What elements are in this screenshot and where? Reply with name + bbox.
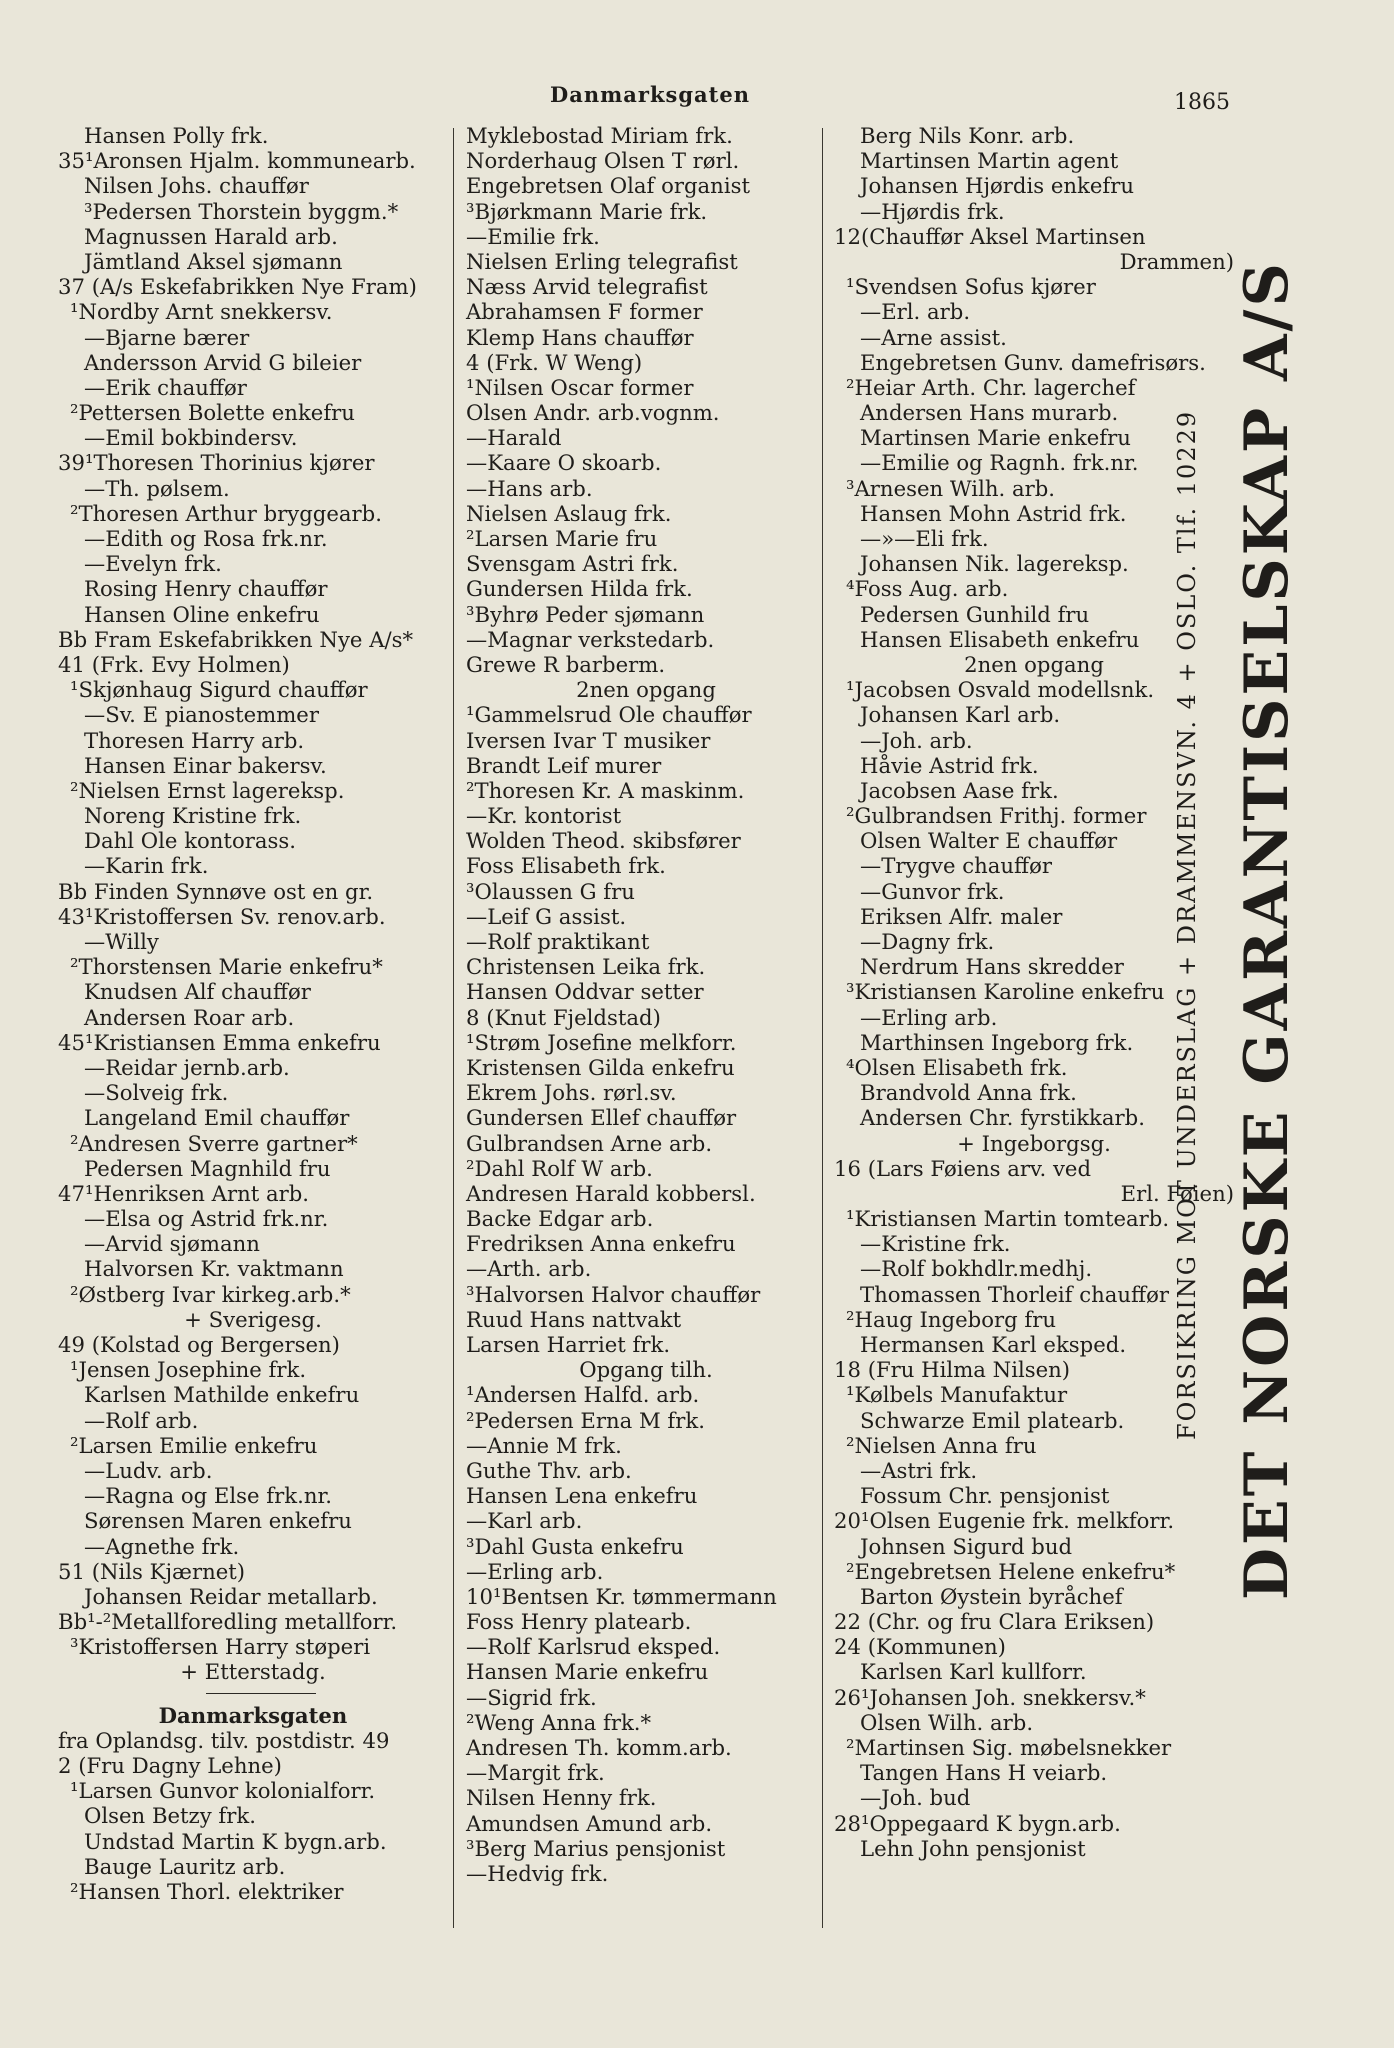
directory-entry: Foss Henry platearb. xyxy=(466,1609,692,1635)
directory-entry: ¹Kristiansen Martin tomtearb. xyxy=(846,1206,1170,1232)
directory-entry: —Erik chauffør xyxy=(84,374,247,400)
advertisement-banner xyxy=(1232,260,1302,1600)
directory-entry: Thoresen Harry arb. xyxy=(84,727,305,753)
directory-entry: 47¹Henriksen Arnt arb. xyxy=(58,1180,310,1206)
directory-entry: Bb¹-²Metallforedling metallforr. xyxy=(58,1609,398,1635)
directory-entry: ²Larsen Marie fru xyxy=(466,526,658,551)
directory-entry: Jacobsen Aase frk. xyxy=(860,777,1059,803)
directory-entry: ³Pedersen Thorstein byggm.* xyxy=(84,198,399,224)
directory-entry: ²Dahl Rolf W arb. xyxy=(466,1155,653,1181)
directory-entry: 8 (Knut Fjeldstad) xyxy=(466,1004,661,1030)
page-title: Danmarksgaten xyxy=(550,82,750,107)
directory-entry: —Astri frk. xyxy=(860,1457,978,1483)
directory-entry: 28¹Oppegaard K bygn.arb. xyxy=(834,1810,1121,1836)
directory-entry: Fossum Chr. pensjonist xyxy=(860,1483,1110,1509)
directory-entry: —Elsa og Astrid frk.nr. xyxy=(84,1206,329,1232)
directory-entry: ¹Nordby Arnt snekkersv. xyxy=(70,299,333,325)
directory-entry: ¹Skjønhaug Sigurd chauffør xyxy=(70,677,368,703)
directory-entry: —Rolf Karlsrud eksped. xyxy=(466,1634,721,1660)
directory-entry: Barton Øystein byråchef xyxy=(860,1583,1123,1609)
directory-entry: Andersen Chr. fyrstikkarb. xyxy=(860,1105,1145,1131)
directory-entry: Engebretsen Gunv. damefrisørs. xyxy=(860,349,1206,375)
directory-entry: Gundersen Hilda frk. xyxy=(466,576,693,602)
directory-entry: —Solveig frk. xyxy=(84,1080,229,1106)
directory-entry: —Erling arb. xyxy=(466,1558,604,1584)
directory-entry: Nerdrum Hans skredder xyxy=(860,954,1124,980)
directory-entry: —Evelyn frk. xyxy=(84,551,222,577)
directory-entry: Christensen Leika frk. xyxy=(466,954,706,980)
directory-entry: Norderhaug Olsen T rørl. xyxy=(466,148,740,174)
directory-entry: ²Andresen Sverre gartner* xyxy=(70,1130,358,1156)
directory-entry: —Emilie og Ragnh. frk.nr. xyxy=(860,450,1139,476)
directory-entry: Hansen Polly frk. xyxy=(84,123,269,148)
directory-entry: Dahl Ole kontorass. xyxy=(84,828,296,854)
directory-entry: ²Haug Ingeborg fru xyxy=(846,1306,1057,1332)
directory-entry: Opgang tilh. xyxy=(579,1357,713,1383)
directory-entry: ¹Strøm Josefine melkforr. xyxy=(466,1029,737,1055)
directory-entry: ²Larsen Emilie enkefru xyxy=(70,1432,318,1458)
directory-entry: Ekrem Johs. rørl.sv. xyxy=(466,1080,677,1106)
directory-entry: Iversen Ivar T musiker xyxy=(466,727,711,753)
directory-entry: ³Berg Marius pensjonist xyxy=(466,1835,726,1861)
directory-entry: —Magnar verkstedarb. xyxy=(466,626,715,652)
directory-entry: 16 (Lars Føiens arv. ved xyxy=(834,1155,1092,1181)
directory-entry: Grewe R barberm. xyxy=(466,651,666,677)
directory-entry: ³Dahl Gusta enkefru xyxy=(466,1533,684,1559)
column-divider xyxy=(453,128,454,1928)
directory-entry: Rosing Henry chauffør xyxy=(84,576,328,602)
directory-entry: Noreng Kristine frk. xyxy=(84,803,302,829)
directory-entry: ²Thoresen Kr. A maskinm. xyxy=(466,777,745,803)
directory-entry: 10¹Bentsen Kr. tømmermann xyxy=(466,1583,777,1609)
directory-entry: ²Nielsen Ernst lagereksp. xyxy=(70,777,345,803)
directory-entry: 37 (A/s Eskefabrikken Nye Fram) xyxy=(58,274,417,300)
directory-entry: ²Weng Anna frk.* xyxy=(466,1709,652,1735)
directory-entry: 41 (Frk. Evy Holmen) xyxy=(58,651,290,677)
directory-entry: Eriksen Alfr. maler xyxy=(860,903,1063,929)
directory-entry: Erl. Føien) xyxy=(1120,1180,1234,1206)
directory-entry: Bauge Lauritz arb. xyxy=(84,1853,286,1879)
directory-entry: Olsen Wilh. arb. xyxy=(860,1709,1034,1735)
directory-entry: fra Oplandsg. tilv. postdistr. 49 xyxy=(58,1727,390,1753)
directory-entry: Fredriksen Anna enkefru xyxy=(466,1231,736,1257)
directory-entry: —Joh. arb. xyxy=(860,727,973,753)
directory-entry: —Rolf praktikant xyxy=(466,929,650,954)
directory-entry: + Ingeborgsg. xyxy=(957,1130,1111,1156)
directory-entry: Klemp Hans chauffør xyxy=(466,324,694,350)
directory-entry: ¹Andersen Halfd. arb. xyxy=(466,1382,700,1408)
directory-entry: ¹Svendsen Sofus kjører xyxy=(846,274,1096,300)
directory-entry: —Karin frk. xyxy=(84,853,209,879)
directory-entry: Halvorsen Kr. vaktmann xyxy=(84,1256,344,1282)
directory-entry: —Sigrid frk. xyxy=(466,1684,597,1710)
directory-entry: ¹Nilsen Oscar former xyxy=(466,374,694,400)
directory-entry: 49 (Kolstad og Bergersen) xyxy=(58,1332,340,1357)
directory-entry: Foss Elisabeth frk. xyxy=(466,853,666,879)
section-divider xyxy=(58,1685,448,1703)
directory-entry: Andresen Th. komm.arb. xyxy=(466,1735,732,1760)
directory-entry: —Reidar jernb.arb. xyxy=(84,1054,290,1080)
advertisement-subline: FORSIKRING MOT UNDERSLAG + DRAMMENSVN. 4 + OSLO. Tlf. 10229 xyxy=(1173,409,1201,1440)
directory-entry: —Joh. bud xyxy=(860,1785,971,1811)
directory-entry: Langeland Emil chauffør xyxy=(84,1105,350,1131)
directory-entry: ¹Larsen Gunvor kolonialforr. xyxy=(70,1778,376,1804)
directory-entry: ¹Jensen Josephine frk. xyxy=(70,1357,307,1383)
directory-entry: —Arvid sjømann xyxy=(84,1231,260,1257)
directory-entry: Engebretsen Olaf organist xyxy=(466,173,750,199)
directory-entry: Knudsen Alf chauffør xyxy=(84,979,311,1005)
directory-entry: Johansen Nik. lagereksp. xyxy=(860,551,1129,577)
directory-entry: ³Kristiansen Karoline enkefru xyxy=(846,979,1165,1005)
directory-entry: Nilsen Johs. chauffør xyxy=(84,173,309,199)
directory-entry: —Bjarne bærer xyxy=(84,324,250,350)
directory-entry: ¹Jacobsen Osvald modellsnk. xyxy=(846,677,1155,703)
directory-entry: Hansen Oline enkefru xyxy=(84,601,320,627)
directory-entry: Hermansen Karl eksped. xyxy=(860,1332,1127,1357)
directory-entry: ²Pedersen Erna M frk. xyxy=(466,1407,705,1433)
directory-entry: —Hedvig frk. xyxy=(466,1860,609,1886)
directory-entry: 2nen opgang xyxy=(576,677,716,703)
directory-entry: Hansen Elisabeth enkefru xyxy=(860,626,1140,652)
directory-entry: 43¹Kristoffersen Sv. renov.arb. xyxy=(58,903,386,929)
directory-entry: 18 (Fru Hilma Nilsen) xyxy=(834,1357,1071,1383)
directory-entry: Sørensen Maren enkefru xyxy=(84,1508,352,1534)
directory-entry: ²Pettersen Bolette enkefru xyxy=(70,400,355,426)
directory-column-2 xyxy=(466,123,826,1886)
directory-entry: Tangen Hans H veiarb. xyxy=(860,1760,1108,1786)
directory-entry: Magnussen Harald arb. xyxy=(84,223,338,249)
directory-entry: —»—Eli frk. xyxy=(860,526,989,551)
directory-entry: ²Heiar Arth. Chr. lagerchef xyxy=(846,374,1136,400)
directory-entry: —Emil bokbindersv. xyxy=(84,425,298,451)
directory-entry: Karlsen Karl kullforr. xyxy=(860,1659,1087,1685)
directory-entry: ³Olaussen G fru xyxy=(466,878,635,904)
directory-entry: Håvie Astrid frk. xyxy=(860,752,1039,778)
directory-entry: Danmarksgaten xyxy=(158,1702,348,1728)
directory-entry: Andersen Hans murarb. xyxy=(860,400,1119,426)
directory-entry: —Hans arb. xyxy=(466,475,593,501)
directory-entry: Brandvold Anna frk. xyxy=(860,1080,1077,1106)
directory-entry: Guthe Thv. arb. xyxy=(466,1457,632,1483)
directory-entry: Undstad Martin K bygn.arb. xyxy=(84,1828,387,1854)
directory-entry: Karlsen Mathilde enkefru xyxy=(84,1382,360,1408)
directory-entry: —Annie M frk. xyxy=(466,1432,622,1458)
directory-entry: Hansen Einar bakersv. xyxy=(84,752,327,778)
directory-entry: Olsen Andr. arb.vognm. xyxy=(466,400,720,426)
directory-entry: Gundersen Ellef chauffør xyxy=(466,1105,737,1131)
directory-entry: Pedersen Gunhild fru xyxy=(860,601,1090,627)
directory-entry: Olsen Betzy frk. xyxy=(84,1803,256,1829)
directory-entry: 35¹Aronsen Hjalm. kommunearb. xyxy=(58,148,416,174)
directory-entry: Brandt Leif murer xyxy=(466,752,662,778)
directory-entry: —Kr. kontorist xyxy=(466,803,622,829)
directory-entry: —Erl. arb. xyxy=(860,299,971,325)
directory-entry: Bb Finden Synnøve ost en gr. xyxy=(58,878,374,904)
directory-entry: Bb Fram Eskefabrikken Nye A/s* xyxy=(58,626,414,652)
directory-entry: —Rolf arb. xyxy=(84,1407,199,1433)
directory-entry: ²Hansen Thorl. elektriker xyxy=(70,1878,344,1904)
directory-entry: Abrahamsen F former xyxy=(466,299,703,325)
page-header xyxy=(60,78,1240,114)
directory-entry: ²Østberg Ivar kirkeg.arb.* xyxy=(70,1281,351,1307)
directory-entry: ³Kristoffersen Harry støperi xyxy=(70,1634,371,1660)
directory-entry: —Dagny frk. xyxy=(860,929,995,954)
directory-entry: Backe Edgar arb. xyxy=(466,1206,654,1232)
directory-entry: + Etterstadg. xyxy=(180,1659,326,1685)
directory-entry: Myklebostad Miriam frk. xyxy=(466,123,733,148)
directory-entry: Thomassen Thorleif chauffør xyxy=(860,1281,1169,1307)
directory-entry: Johansen Hjørdis enkefru xyxy=(860,173,1135,199)
directory-entry: —Hjørdis frk. xyxy=(860,198,1005,224)
directory-entry: Gulbrandsen Arne arb. xyxy=(466,1130,713,1156)
directory-entry: 24 (Kommunen) xyxy=(834,1634,1006,1660)
directory-entry: 2nen opgang xyxy=(964,651,1104,677)
directory-entry: ²Thoresen Arthur bryggearb. xyxy=(70,500,382,526)
directory-entry: Martinsen Martin agent xyxy=(860,148,1119,174)
directory-entry: —Willy xyxy=(84,929,159,954)
directory-entry: Wolden Theod. skibsfører xyxy=(466,828,741,854)
directory-entry: Drammen) xyxy=(1119,248,1234,274)
directory-entry: Olsen Walter E chauffør xyxy=(860,828,1118,854)
directory-entry: Hansen Marie enkefru xyxy=(466,1659,709,1685)
directory-entry: ³Halvorsen Halvor chauffør xyxy=(466,1281,761,1307)
directory-entry: Martinsen Marie enkefru xyxy=(860,425,1131,451)
directory-entry: Nielsen Aslaug frk. xyxy=(466,500,672,526)
directory-entry: —Kristine frk. xyxy=(860,1231,1011,1257)
directory-entry: 45¹Kristiansen Emma enkefru xyxy=(58,1029,381,1055)
directory-entry: Nielsen Erling telegrafist xyxy=(466,248,738,274)
directory-entry: Hansen Mohn Astrid frk. xyxy=(860,500,1127,526)
directory-entry: Jämtland Aksel sjømann xyxy=(84,248,343,274)
page-number: 1865 xyxy=(1174,90,1230,115)
directory-entry: ³Arnesen Wilh. arb. xyxy=(846,475,1056,501)
directory-entry: —Harald xyxy=(466,425,562,451)
directory-entry: Pedersen Magnhild fru xyxy=(84,1155,331,1181)
directory-entry: 20¹Olsen Eugenie frk. melkforr. xyxy=(834,1508,1175,1534)
directory-entry: ⁴Foss Aug. arb. xyxy=(846,576,1009,602)
directory-entry: —Arne assist. xyxy=(860,324,1007,350)
directory-entry: —Edith og Rosa frk.nr. xyxy=(84,526,328,551)
directory-entry: ¹Kølbels Manufaktur xyxy=(846,1382,1068,1408)
directory-entry: Marthinsen Ingeborg frk. xyxy=(860,1029,1134,1055)
directory-entry: 39¹Thoresen Thorinius kjører xyxy=(58,450,375,476)
directory-entry: —Margit frk. xyxy=(466,1760,605,1786)
directory-entry: —Gunvor frk. xyxy=(860,878,1005,904)
directory-entry: Andresen Harald kobbersl. xyxy=(466,1180,756,1206)
directory-entry: ²Martinsen Sig. møbelsnekker xyxy=(846,1735,1172,1760)
directory-entry: Johansen Reidar metallarb. xyxy=(84,1583,378,1609)
directory-entry: —Emilie frk. xyxy=(466,223,600,249)
directory-entry: —Trygve chauffør xyxy=(860,853,1052,879)
directory-entry: —Ludv. arb. xyxy=(84,1457,213,1483)
directory-entry: —Karl arb. xyxy=(466,1508,583,1534)
directory-entry: —Rolf bokhdlr.medhj. xyxy=(860,1256,1093,1282)
directory-entry: Nilsen Henny frk. xyxy=(466,1785,657,1811)
directory-entry: 26¹Johansen Joh. snekkersv.* xyxy=(834,1684,1146,1710)
directory-entry: 12(Chauffør Aksel Martinsen xyxy=(834,223,1146,249)
directory-entry: —Th. pølsem. xyxy=(84,475,230,501)
directory-entry: —Arth. arb. xyxy=(466,1256,592,1282)
directory-entry: —Agnethe frk. xyxy=(84,1533,240,1559)
directory-entry: 51 (Nils Kjærnet) xyxy=(58,1558,246,1584)
directory-entry: Johansen Karl arb. xyxy=(860,702,1061,728)
directory-entry: ¹Gammelsrud Ole chauffør xyxy=(466,702,752,728)
directory-entry: 22 (Chr. og fru Clara Eriksen) xyxy=(834,1609,1155,1635)
directory-entry: ³Byhrø Peder sjømann xyxy=(466,601,705,627)
directory-entry: Amundsen Amund arb. xyxy=(466,1810,713,1836)
directory-entry: Andersson Arvid G bileier xyxy=(84,349,362,375)
directory-entry: Andersen Roar arb. xyxy=(84,1004,295,1030)
directory-entry: —Leif G assist. xyxy=(466,903,627,929)
directory-entry: ²Gulbrandsen Frithj. former xyxy=(846,803,1147,829)
directory-entry: ²Thorstensen Marie enkefru* xyxy=(70,954,383,980)
directory-entry: ⁴Olsen Elisabeth frk. xyxy=(846,1054,1068,1080)
directory-entry: —Erling arb. xyxy=(860,1004,998,1030)
directory-entry: Larsen Harriet frk. xyxy=(466,1332,671,1357)
directory-entry: + Sverigesg. xyxy=(184,1306,322,1332)
directory-entry: ²Nielsen Anna fru xyxy=(846,1432,1037,1458)
directory-entry: Lehn John pensjonist xyxy=(860,1835,1086,1861)
directory-entry: Berg Nils Konr. arb. xyxy=(860,123,1075,148)
directory-entry: 4 (Frk. W Weng) xyxy=(466,349,643,375)
directory-entry: Kristensen Gilda enkefru xyxy=(466,1054,735,1080)
directory-entry: —Sv. E pianostemmer xyxy=(84,702,319,728)
directory-entry: Hansen Oddvar setter xyxy=(466,979,704,1005)
directory-entry: ²Engebretsen Helene enkefru* xyxy=(846,1558,1176,1584)
directory-entry: Hansen Lena enkefru xyxy=(466,1483,698,1509)
directory-entry: Johnsen Sigurd bud xyxy=(860,1533,1073,1559)
directory-entry: —Kaare O skoarb. xyxy=(466,450,662,476)
directory-entry: Schwarze Emil platearb. xyxy=(860,1407,1125,1433)
directory-entry: Svensgam Astri frk. xyxy=(466,551,679,577)
directory-entry: ³Bjørkmann Marie frk. xyxy=(466,198,708,224)
directory-entry: Næss Arvid telegrafist xyxy=(466,274,708,300)
directory-entry: —Ragna og Else frk.nr. xyxy=(84,1483,333,1509)
directory-entry: Ruud Hans nattvakt xyxy=(466,1306,682,1332)
directory-entry: 2 (Fru Dagny Lehne) xyxy=(58,1753,282,1778)
advertisement-company: DET NORSKE GARANTISELSKAP A/S xyxy=(1232,260,1302,1600)
directory-column-1 xyxy=(58,123,448,1904)
